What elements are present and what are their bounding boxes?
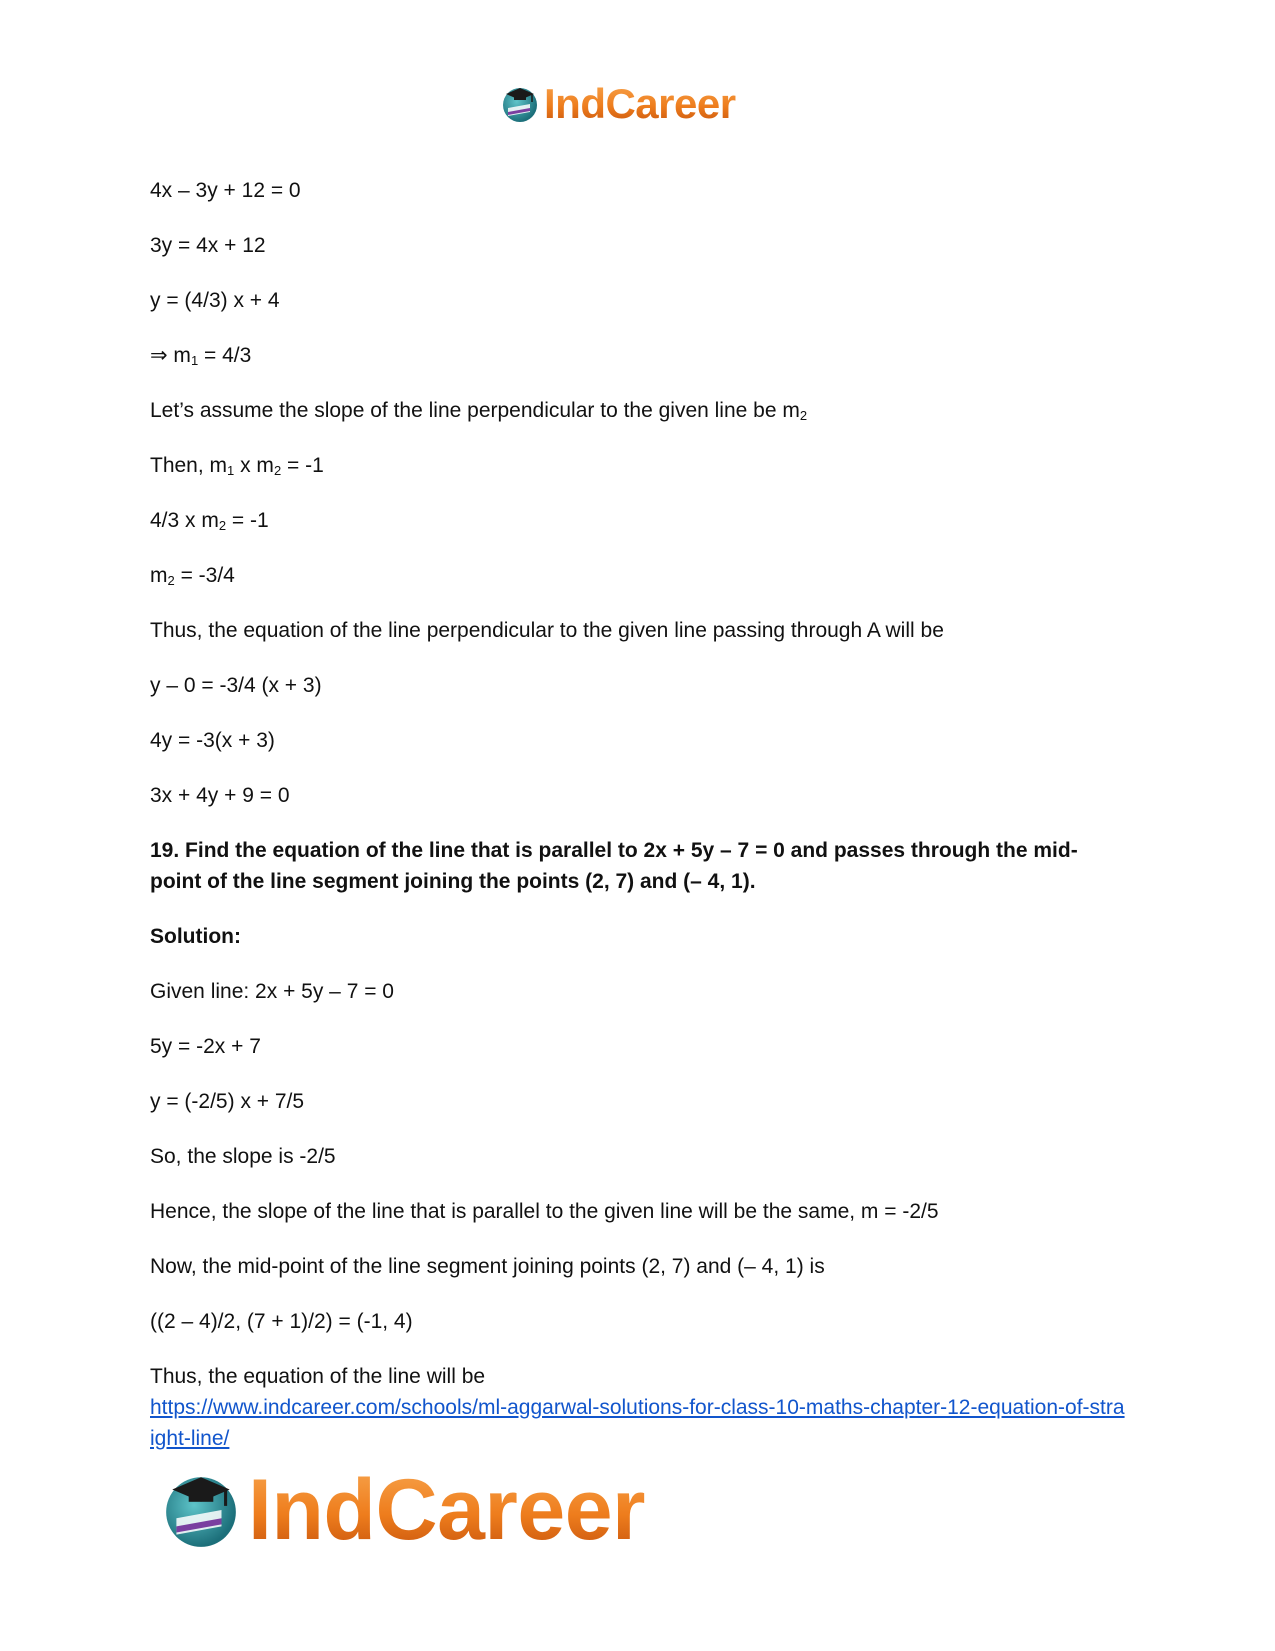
assumption-line: Let’s assume the slope of the line perpendicular to the given line be $m_2$	[150, 399, 808, 423]
document-body	[150, 175, 1125, 1454]
header-logo	[500, 80, 736, 128]
equation-line: y = (4/3) x + 4	[150, 289, 280, 312]
text-line: Thus, the equation of the line will be	[150, 1365, 486, 1388]
footer-logo	[160, 1462, 645, 1558]
slope-m2-line: $m_2 = -3/4$	[150, 564, 235, 588]
question-19: 19. Find the equation of the line that is parallel to 2x + 5y – 7 = 0 and passes through the mid-point of the line segment joining the points (2, 7) and (– 4, 1).	[150, 839, 1078, 893]
graduation-globe-icon	[500, 84, 540, 124]
header-logo-text: IndCareer	[544, 80, 736, 127]
equation-line: 5y = -2x + 7	[150, 1035, 261, 1058]
equation-line: Given line: 2x + 5y – 7 = 0	[150, 980, 394, 1003]
solution-label: Solution:	[150, 925, 241, 948]
source-link[interactable]: https://www.indcareer.com/schools/ml-aggarwal-solutions-for-class-10-maths-chapter-12-equation-of-straight-line/	[150, 1396, 1125, 1450]
equation-line: y = (-2/5) x + 7/5	[150, 1090, 305, 1113]
text-line: Hence, the slope of the line that is parallel to the given line will be the same, m = -2/5	[150, 1200, 939, 1223]
text-line: Now, the mid-point of the line segment joining points (2, 7) and (– 4, 1) is	[150, 1255, 825, 1278]
equation-line: 4y = -3(x + 3)	[150, 729, 275, 752]
footer-logo-text: IndCareer	[248, 1462, 645, 1558]
product-value-line: 4/3 x $m_2 = -1$	[150, 509, 269, 533]
equation-line: 3y = 4x + 12	[150, 234, 266, 257]
equation-line: 3x + 4y + 9 = 0	[150, 784, 290, 807]
text-line: So, the slope is -2/5	[150, 1145, 336, 1168]
slope-m1-line: ⇒ $m_1 = 4/3$	[150, 344, 252, 368]
graduation-globe-icon	[160, 1469, 242, 1551]
equation-line: 4x – 3y + 12 = 0	[150, 179, 301, 202]
equation-line: y – 0 = -3/4 (x + 3)	[150, 674, 322, 697]
equation-line: ((2 – 4)/2, (7 + 1)/2) = (-1, 4)	[150, 1310, 413, 1333]
product-line: Then, $m_1$ x $m_2 = -1$	[150, 454, 324, 478]
text-line: Thus, the equation of the line perpendicular to the given line passing through A will be	[150, 619, 944, 642]
